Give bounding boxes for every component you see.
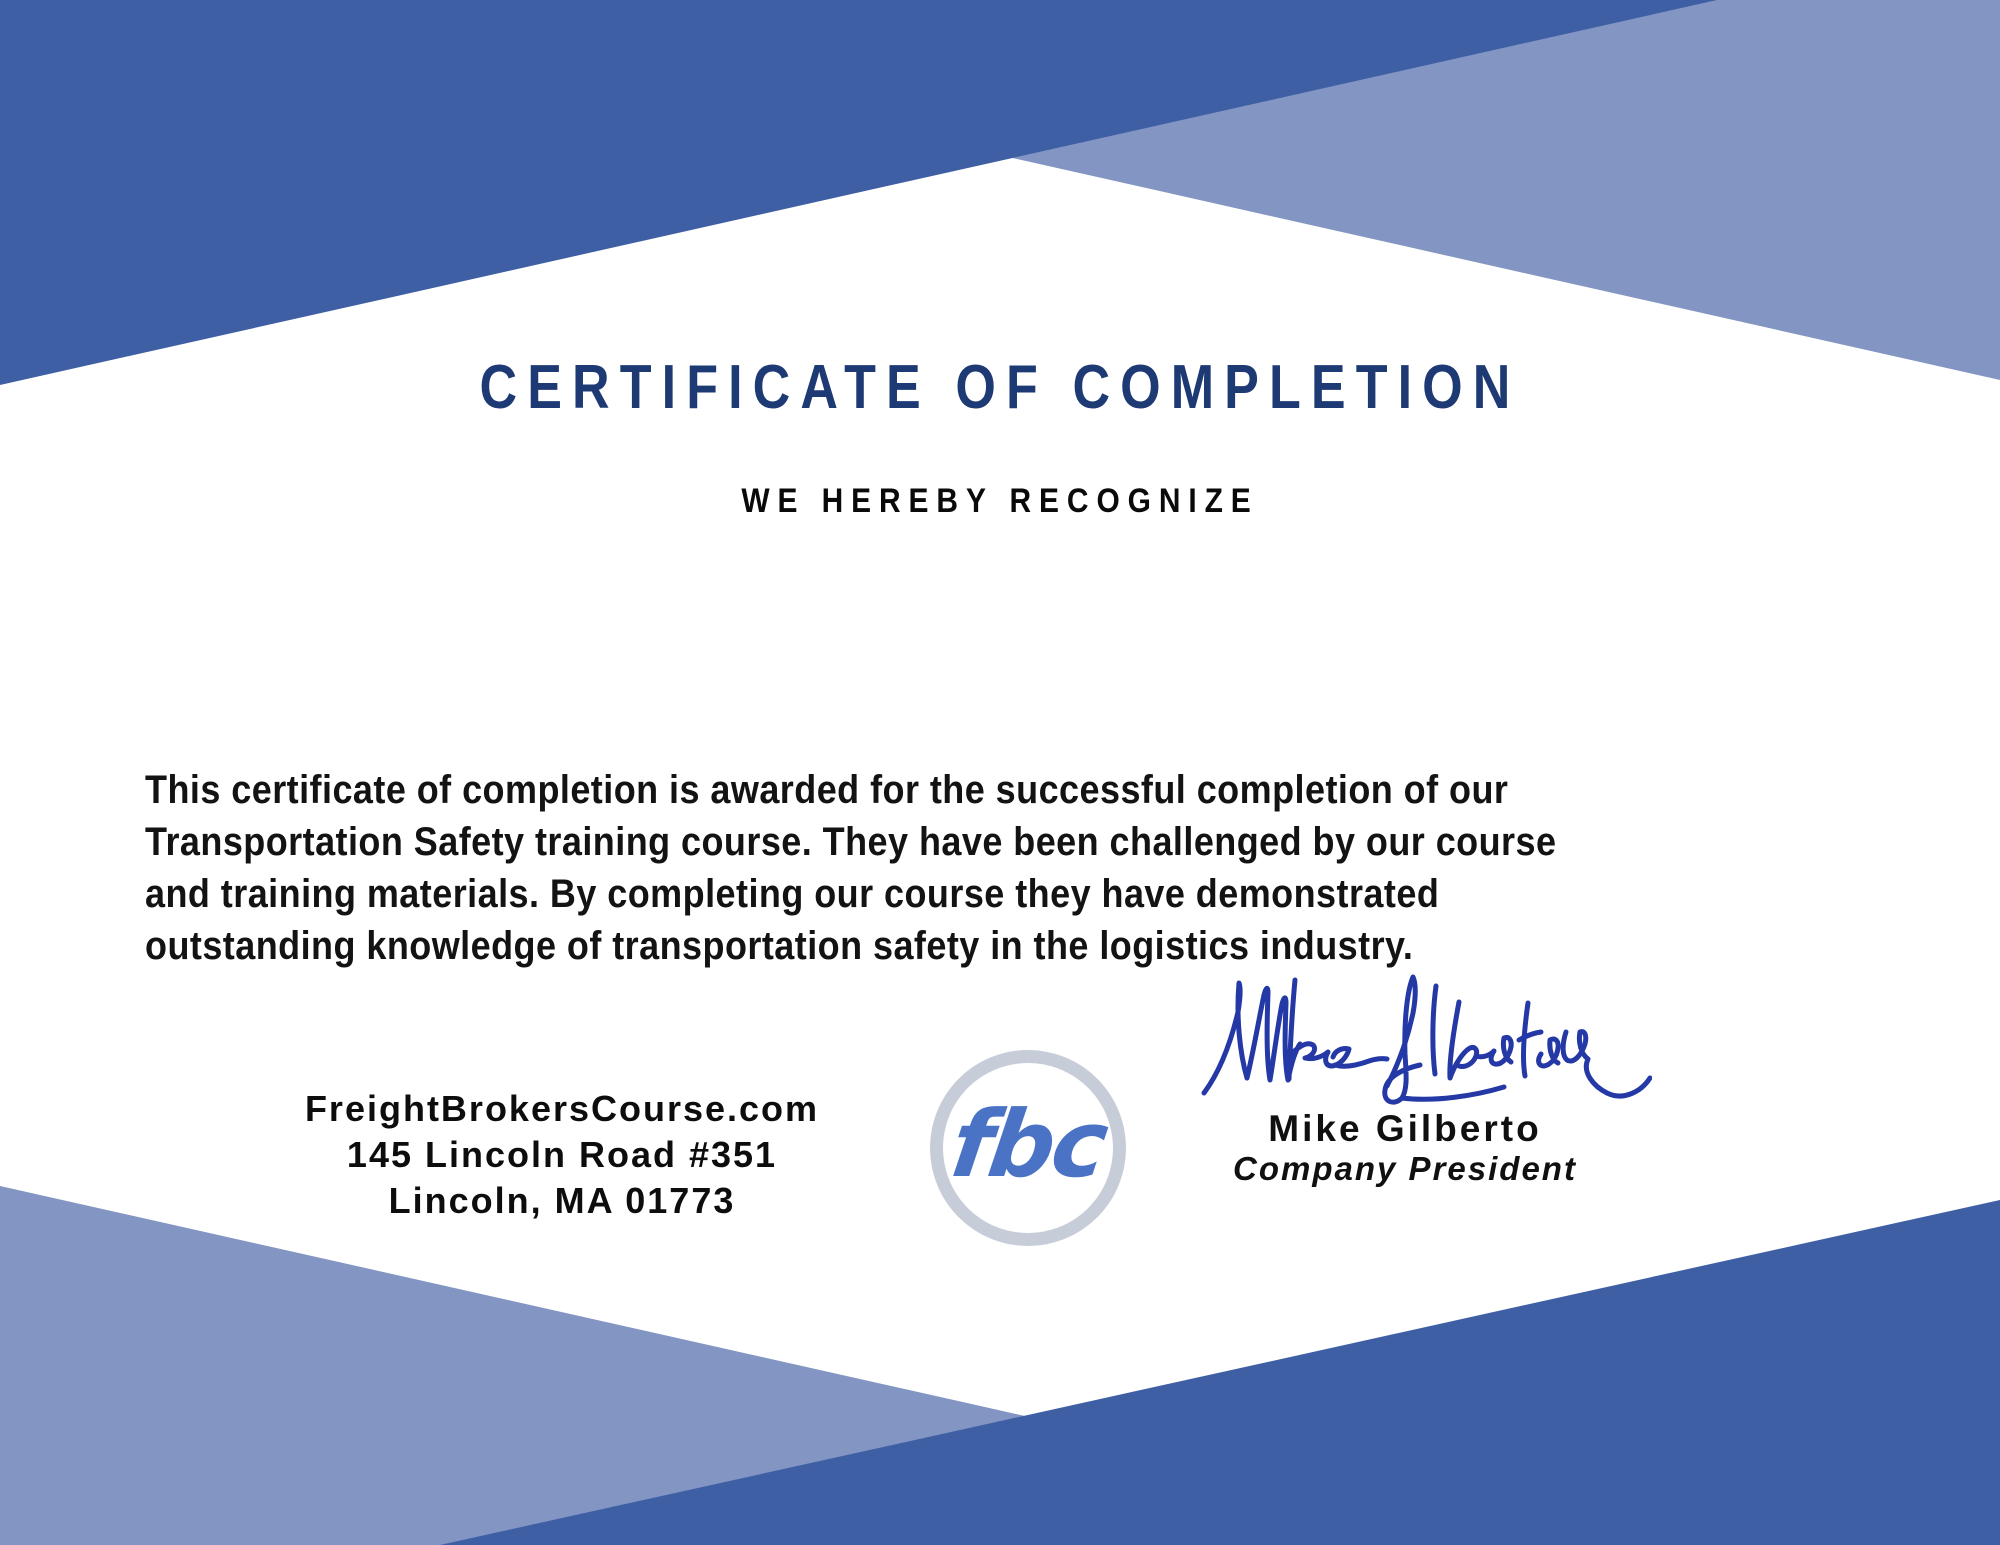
organization-address bbox=[252, 1086, 872, 1224]
body-line: Transportation Safety training course. They have been challenged by our course bbox=[145, 820, 1557, 864]
organization-street: 145 Lincoln Road #351 bbox=[346, 1134, 778, 1175]
fbc-logo bbox=[930, 1050, 1126, 1246]
organization-city: Lincoln, MA 01773 bbox=[388, 1180, 736, 1221]
body-line: and training materials. By completing our course they have demonstrated bbox=[145, 872, 1440, 916]
signature-last-name bbox=[1385, 977, 1650, 1102]
certificate-title: CERTIFICATE OF COMPLETION bbox=[479, 353, 1521, 422]
signature-strokes bbox=[1204, 977, 1650, 1102]
body-line: This certificate of completion is awarded for the successful completion of our bbox=[145, 768, 1509, 812]
signatory-role: Company President bbox=[1233, 1150, 1577, 1187]
body-line: outstanding knowledge of transportation safety in the logistics industry. bbox=[145, 924, 1414, 968]
signatory-name: Mike Gilberto bbox=[1268, 1108, 1542, 1149]
signature-first-name bbox=[1204, 980, 1387, 1093]
signature-image bbox=[1182, 958, 1652, 1110]
organization-website: FreightBrokersCourse.com bbox=[304, 1088, 820, 1129]
certificate-body bbox=[145, 764, 1556, 972]
certificate-subtitle: WE HEREBY RECOGNIZE bbox=[741, 482, 1259, 520]
fbc-logo-text: fbc bbox=[945, 1090, 1112, 1198]
